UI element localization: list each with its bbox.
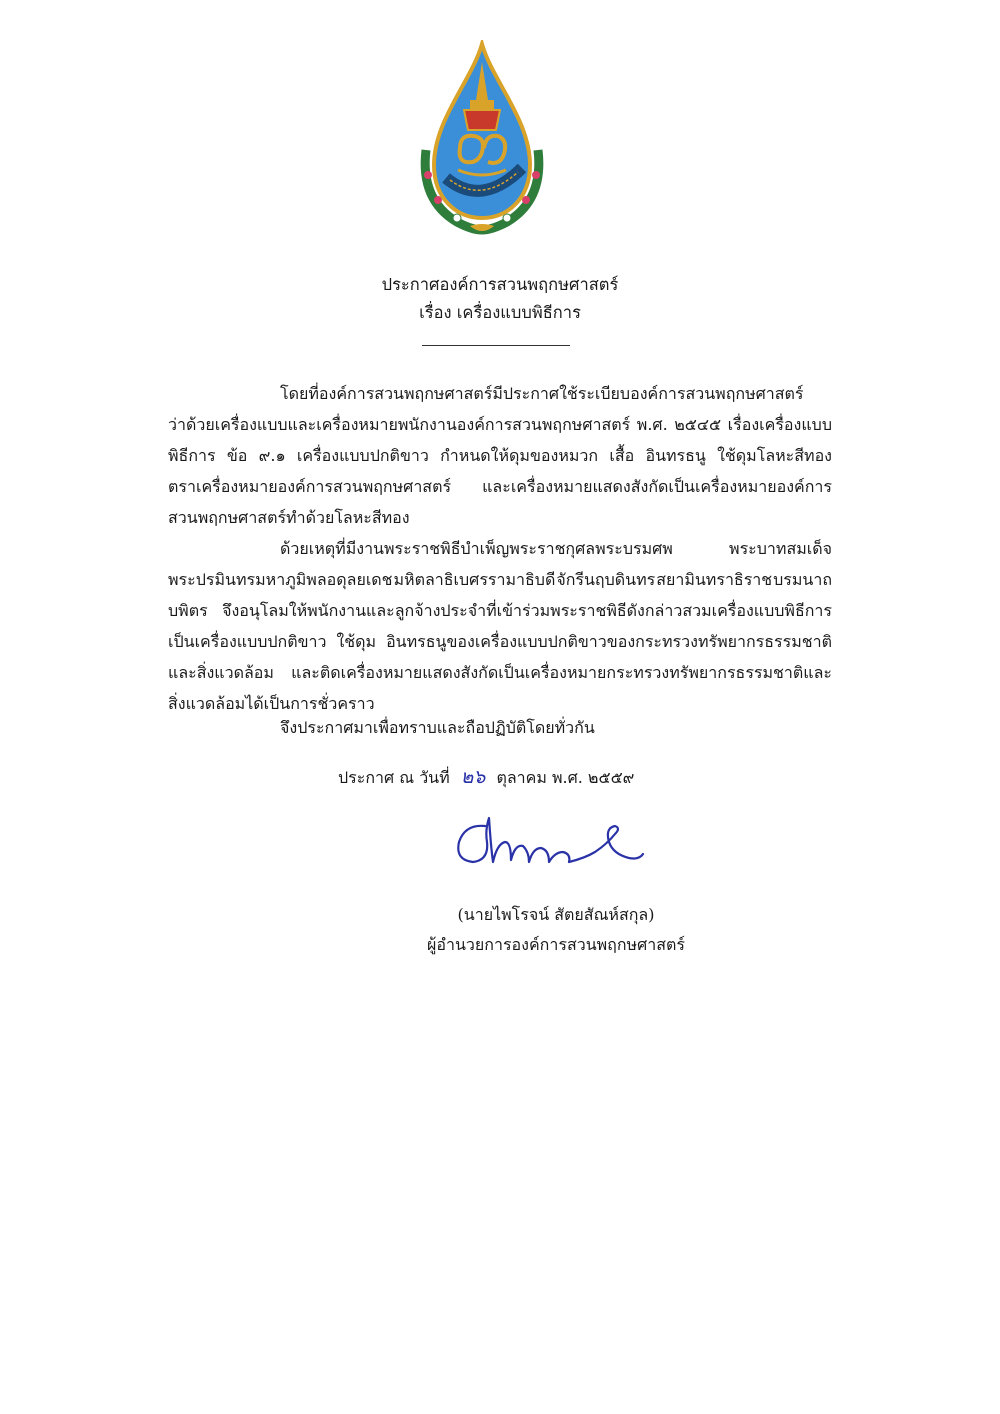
date-suffix: ตุลาคม พ.ศ. ๒๕๕๙ bbox=[496, 768, 635, 787]
botanical-garden-emblem bbox=[412, 40, 552, 240]
paragraph-line: พิธีการ ข้อ ๙.๑ เครื่องแบบปกติขาว กำหนดให้ดุมของหมวก เสื้อ อินทรธนู ใช้ดุมโลหะสีทอง bbox=[168, 446, 832, 465]
title-divider bbox=[422, 345, 570, 346]
paragraph-line: โดยที่องค์การสวนพฤกษศาสตร์มีประกาศใช้ระเบียบองค์การสวนพฤกษศาสตร์ bbox=[280, 384, 804, 403]
paragraph-line: เป็นเครื่องแบบปกติขาว ใช้ดุม อินทรธนูของเครื่องแบบปกติขาวของกระทรวงทรัพยากรธรรมชาติ bbox=[168, 632, 832, 651]
paragraph-line: ด้วยเหตุที่มีงานพระราชพิธีบำเพ็ญพระราชกุศลพระบรมศพ พระบาทสมเด็จ bbox=[280, 539, 832, 558]
paragraph-2 bbox=[168, 533, 832, 719]
handwritten-day: ๒๖ bbox=[460, 766, 486, 788]
paragraph-line: ว่าด้วยเครื่องแบบและเครื่องหมายพนักงานองค์การสวนพฤกษศาสตร์ พ.ศ. ๒๕๔๕ เรื่องเครื่องแบบ bbox=[168, 415, 832, 434]
paragraph-line: พระปรมินทรมหาภูมิพลอดุลยเดช มหิตลาธิเบศรรามาธิบดี จักรีนฤบดินทร สยามินทราธิราช บรมนาถ bbox=[168, 570, 832, 589]
paragraph-line: และสิ่งแวดล้อม และติดเครื่องหมายแสดงสังกัดเป็นเครื่องหมายกระทรวงทรัพยากรธรรมชาติและ bbox=[168, 663, 832, 682]
paragraph-line: ตราเครื่องหมายองค์การสวนพฤกษศาสตร์ และเครื่องหมายแสดงสังกัดเป็นเครื่องหมายองค์การ bbox=[168, 477, 832, 496]
announcement-title: ประกาศองค์การสวนพฤกษศาสตร์ bbox=[381, 275, 619, 294]
announcement-subject: เรื่อง เครื่องแบบพิธีการ bbox=[419, 303, 581, 322]
closing-statement: จึงประกาศมาเพื่อทราบและถือปฏิบัติโดยทั่วกัน bbox=[280, 718, 595, 737]
paragraph-line: สวนพฤกษศาสตร์ทำด้วยโลหะสีทอง bbox=[168, 508, 410, 527]
handwritten-signature bbox=[445, 808, 655, 878]
paragraph-line: บพิตร จึงอนุโลมให้พนักงานและลูกจ้างประจำที่เข้าร่วมพระราชพิธีดังกล่าวสวมเครื่องแบบพิธีการ bbox=[168, 601, 832, 620]
signer-name: (นายไพโรจน์ สัตยสัณห์สกุล) bbox=[457, 905, 655, 924]
paragraph-line: สิ่งแวดล้อมได้เป็นการชั่วคราว bbox=[168, 694, 375, 713]
signer-position: ผู้อำนวยการองค์การสวนพฤกษศาสตร์ bbox=[427, 935, 685, 954]
date-prefix: ประกาศ ณ วันที่ bbox=[338, 768, 450, 787]
announcement-date bbox=[338, 762, 634, 792]
paragraph-1 bbox=[168, 378, 832, 533]
